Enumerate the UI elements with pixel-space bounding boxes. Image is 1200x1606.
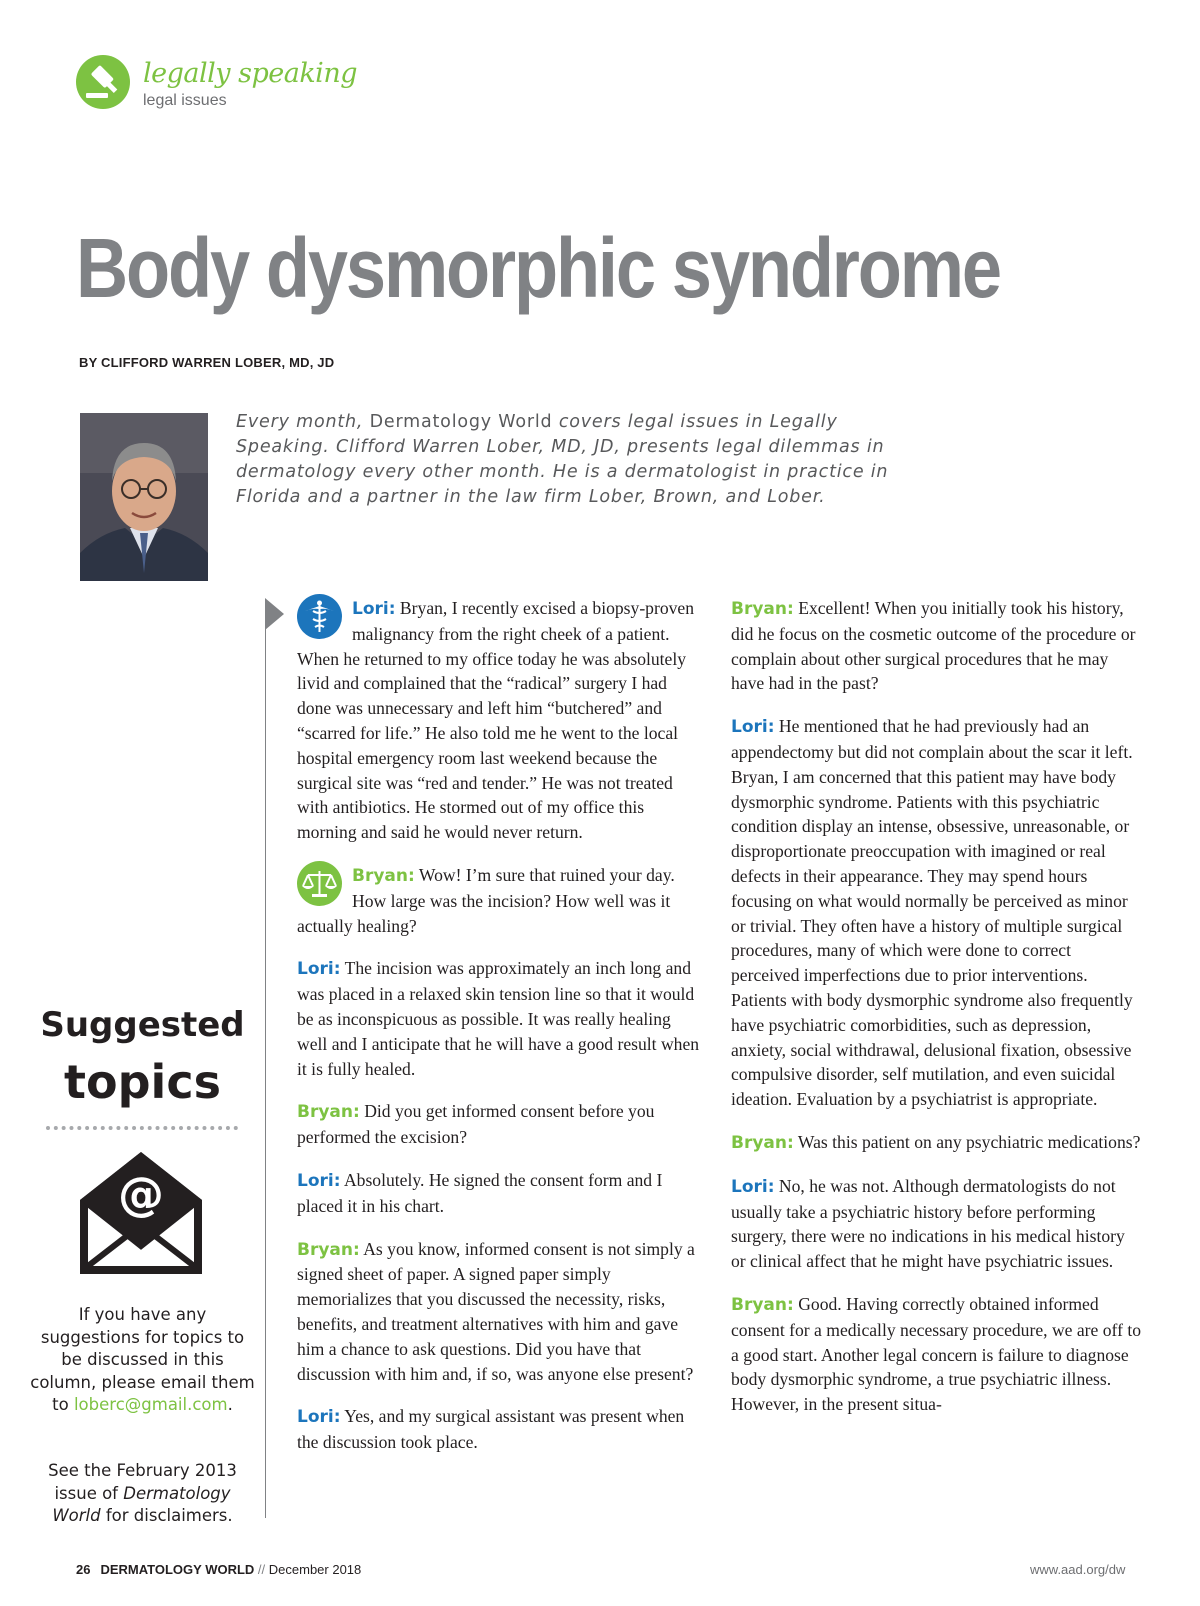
section-title: legally speaking <box>143 58 357 89</box>
issue-date: December 2018 <box>268 1562 362 1577</box>
article-title: Body dysmorphic syndrome <box>76 221 1000 315</box>
article-column-2 <box>731 596 1141 1435</box>
dialogue-paragraph: Lori: Bryan, I recently excised a biopsy-proven malignancy from the right cheek of a patient. When he returned to my office today he was absolutely livid and complained that the “radical” surgery I had done was unnecessary and left him “butchered” and “scarred for life.” He also told me he went to the local hospital emergency room last weekend because the surgical site was “red and tender.” He was not treated with antibiotics. He stormed out of my office this morning and said he would never return. <box>297 596 705 845</box>
section-marker-triangle <box>265 598 284 630</box>
dialogue-paragraph: Bryan: Was this patient on any psychiatric medications? <box>731 1131 1141 1153</box>
column-rule <box>265 600 266 1518</box>
email-link[interactable]: loberc@gmail.com <box>73 1395 228 1414</box>
sidebar-heading-large: topics <box>64 1055 221 1109</box>
dialogue-paragraph: Lori: No, he was not. Although dermatologists do not usually take a psychiatric history before performing surgery, there were no indications in his medical history or clinical affect that he might have psychiatric issues. <box>731 1175 1125 1272</box>
dialogue-paragraph: Bryan: Good. Having correctly obtained informed consent for a medically necessary procedure, we are off to a good start. Another legal concern is failure to diagnose body dysmorphic syndrome, a true psychiatric illness. However, in the present situa- <box>731 1293 1142 1415</box>
sidebar-body: If you have any suggestions for topics to be discussed in this column, please email them to loberc@gmail.com. <box>30 1305 255 1414</box>
dialogue-paragraph: Bryan: Did you get informed consent before you performed the excision? <box>297 1101 655 1148</box>
page-number: 26 <box>76 1562 91 1577</box>
byline: BY CLIFFORD WARREN LOBER, MD, JD <box>79 355 335 370</box>
sidebar-disclaimer: See the February 2013 issue of Dermatology World for disclaimers. <box>48 1461 237 1525</box>
dialogue-paragraph: Bryan: Wow! I’m sure that ruined your day. How large was the incision? How well was it actually healing? <box>297 863 705 938</box>
dotted-divider <box>46 1126 238 1130</box>
dialogue-paragraph: Bryan: As you know, informed consent is not simply a signed sheet of paper. A signed paper simply memorializes that you discussed the necessity, risks, benefits, and treatment alternatives with him and gave him a chance to ask questions. Did you have that discussion with him and, if so, was anyone else present? <box>297 1238 695 1384</box>
article-column-1 <box>297 596 705 1473</box>
footer-left: 26 DERMATOLOGY WORLD // December 2018 <box>76 1562 362 1577</box>
scales-of-justice-icon <box>297 861 342 906</box>
dialogue-paragraph: Lori: Absolutely. He signed the consent form and I placed it in his chart. <box>297 1169 663 1216</box>
email-envelope-icon <box>76 1148 206 1280</box>
author-photo <box>80 413 208 581</box>
dialogue-paragraph: Lori: He mentioned that he had previously had an appendectomy but did not complain about the scar it left. Bryan, I am concerned that this patient may have body dysmorphic syndrome. Patients with this psychiatric condition display an intense, obsessive, unreasonable, or disproportionate preoccupation with imagined or real defects in their appearance. They may spend hours focusing on what would normally be perceived as minor or trivial. They often have a history of multiple surgical procedures, many of which were done to correct perceived imperfections due to prior interventions. Patients with body dysmorphic syndrome also frequently have psychiatric comorbidities, such as depression, anxiety, social withdrawal, delusional fixation, obsessive compulsive disorder, self mutilation, and even suicidal ideation. Evaluation by a psychiatrist is appropriate. <box>731 716 1133 1110</box>
svg-text:@: @ <box>118 1167 164 1221</box>
dialogue-paragraph: Bryan: Excellent! When you initially took his history, did he focus on the cosmetic outcome of the procedure or complain about other surgical procedures that he may have had in the past? <box>731 598 1136 694</box>
footer-url[interactable]: www.aad.org/dw <box>1030 1562 1126 1577</box>
dialogue-paragraph: Lori: The incision was approximately an inch long and was placed in a relaxed skin tension line so that it would be as inconspicuous as possible. It was really healing well and I anticipate that he will have a good result when it is fully healed. <box>297 958 700 1079</box>
medical-caduceus-icon <box>297 594 342 639</box>
sidebar-heading: Suggested <box>40 1005 245 1045</box>
section-subtitle: legal issues <box>143 92 227 109</box>
dialogue-paragraph: Lori: Yes, and my surgical assistant was present when the discussion took place. <box>297 1406 685 1453</box>
intro-text: Every month, Dermatology World covers legal issues in Legally Speaking. Clifford Warren Lober, MD, JD, presents legal dilemmas in dermatology every other month. He is a dermatologist in practice in Florida and a partner in the law firm Lober, Brown, and Lober. <box>236 412 889 507</box>
gavel-icon <box>76 55 130 109</box>
magazine-name: DERMATOLOGY WORLD <box>100 1562 255 1577</box>
